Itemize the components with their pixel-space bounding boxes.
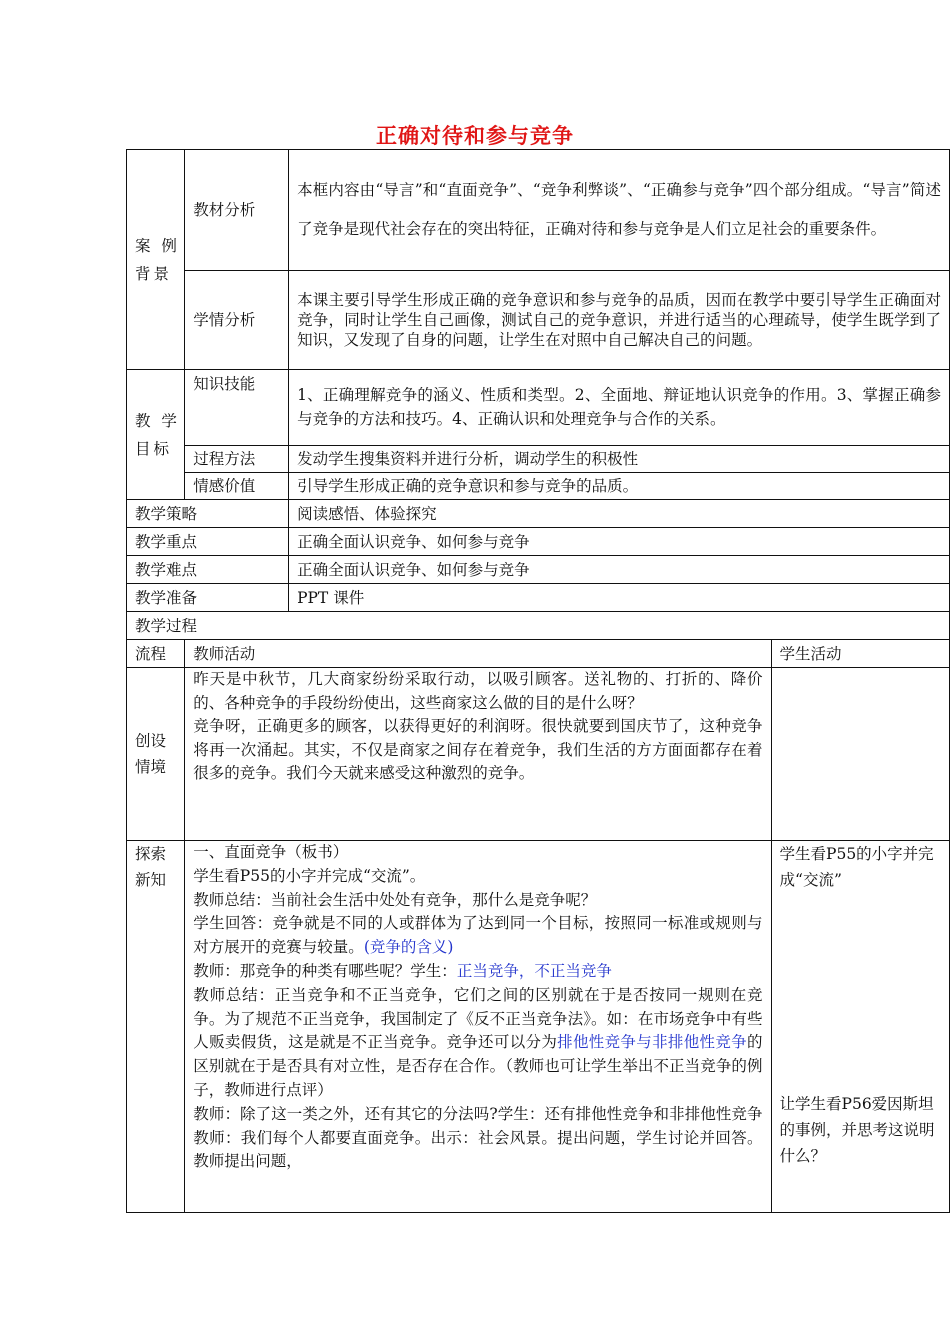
stage-create-situation-student bbox=[771, 668, 949, 841]
student-analysis-row bbox=[127, 271, 950, 370]
process-method-row bbox=[127, 446, 950, 473]
preparation-label: 教学准备 bbox=[127, 584, 289, 612]
process-method-label: 过程方法 bbox=[185, 446, 289, 473]
key-point-label: 教学重点 bbox=[127, 528, 289, 556]
emotion-value-label: 情感价值 bbox=[185, 473, 289, 500]
emotion-value-text: 引导学生形成正确的竞争意识和参与竞争的品质。 bbox=[289, 473, 950, 500]
process-title: 教学过程 bbox=[127, 612, 950, 640]
strategy-label: 教学策略 bbox=[127, 500, 289, 528]
stage-create-situation-row bbox=[127, 668, 950, 841]
strategy-value: 阅读感悟、体验探究 bbox=[289, 500, 950, 528]
stage-explore-teacher: 一、直面竞争（板书） 学生看P55的小字并完成“交流”。 教师总结：当前社会生活中处处有竞争，那什么是竞争呢？ 学生回答：竞争就是不同的人或群体为了达到同一个目标，按照同一标准或规则与对方展开的竞赛与较量。(竞争的含义) 教师：那竞争的种类有哪些呢？学生：正当竞争，不正当竞争 教师总结：正当竞争和不正当竞争，它们之间的区别就在于是否按同一规则在竞争。为了规范不正当竞争，我国制定了《反不正当竞争法》。如：在市场竞争中有些人贩卖假货，这是就是不正当竞争。竞争还可以分为排他性竞争与非排他性竞争的区别就在于是否具有对立性，是否存在合作。（教师也可让学生举出不正当竞争的例子，教师进行点评） 教师：除了这一类之外，还有其它的分法吗?学生：还有排他性竞争和非排他性竞争 教师：我们每个人都要直面竞争。出示：社会风景。提出问题，学生讨论并回答。教师提出问题， bbox=[185, 841, 771, 1213]
preparation-row bbox=[127, 584, 950, 612]
difficulty-value: 正确全面认识竞争、如何参与竞争 bbox=[289, 556, 950, 584]
competition-definition-note: (竞争的含义) bbox=[363, 938, 454, 957]
material-analysis-row bbox=[127, 150, 950, 271]
key-point-row bbox=[127, 528, 950, 556]
process-title-row bbox=[127, 612, 950, 640]
stage-create-situation-teacher: 昨天是中秋节，几大商家纷纷采取行动，以吸引顾客。送礼物的、打折的、降价的、各种竞争的手段纷纷使出，这些商家这么做的目的是什么呀？ 竞争呀，正确更多的顾客，以获得更好的利润呀。很快就要到国庆节了，这种竞争将再一次涌起。其实，不仅是商家之间存在着竞争，我们生活的方方面面都存在着很多的竞争。我们今天就来感受这种激烈的竞争。 bbox=[185, 668, 771, 841]
stage-create-situation-label: 创设 情境 bbox=[127, 668, 185, 841]
material-analysis-text: 本框内容由“导言”和“直面竞争”、“竞争利弊谈”、“正确参与竞争”四个部分组成。“导言”简述了竞争是现代社会存在的突出特征，正确对待和参与竞争是人们立足社会的重要条件。 bbox=[289, 150, 950, 271]
teaching-goals-label: 教 学 目标 bbox=[127, 370, 185, 500]
knowledge-row bbox=[127, 370, 950, 446]
material-analysis-label: 教材分析 bbox=[185, 150, 289, 271]
stage-explore-student: 学生看P55的小字并完成“交流” 让学生看P56爱因斯坦的事例，并思考这说明什么？ bbox=[771, 841, 949, 1213]
lesson-plan-table bbox=[126, 149, 950, 1213]
difficulty-label: 教学难点 bbox=[127, 556, 289, 584]
preparation-value: PPT 课件 bbox=[289, 584, 950, 612]
page-title: 正确对待和参与竞争 bbox=[376, 123, 574, 148]
flow-header: 流程 bbox=[127, 640, 185, 668]
strategy-row bbox=[127, 500, 950, 528]
case-background-label: 案 例 背景 bbox=[127, 150, 185, 370]
exclusive-competition-note: 排他性竞争与非排他性竞争 bbox=[557, 1033, 747, 1052]
student-activity-header: 学生活动 bbox=[771, 640, 949, 668]
key-point-value: 正确全面认识竞争、如何参与竞争 bbox=[289, 528, 950, 556]
student-analysis-text: 本课主要引导学生形成正确的竞争意识和参与竞争的品质，因而在教学中要引导学生正确面对竞争，同时让学生自己画像，测试自己的竞争意识，并进行适当的心理疏导，使学生既学到了知识，又发现了自身的问题，让学生在对照中自己解决自己的问题。 bbox=[289, 271, 950, 370]
student-analysis-label: 学情分析 bbox=[185, 271, 289, 370]
competition-types-answer: 正当竞争，不正当竞争 bbox=[456, 961, 612, 980]
emotion-value-row bbox=[127, 473, 950, 500]
difficulty-row bbox=[127, 556, 950, 584]
teacher-activity-header: 教师活动 bbox=[185, 640, 771, 668]
knowledge-label: 知识技能 bbox=[185, 370, 289, 446]
stage-explore-label: 探索 新知 bbox=[127, 841, 185, 1213]
process-method-text: 发动学生搜集资料并进行分析，调动学生的积极性 bbox=[289, 446, 950, 473]
stage-explore-row bbox=[127, 841, 950, 1213]
knowledge-text: 1、正确理解竞争的涵义、性质和类型。2、全面地、辩证地认识竞争的作用。3、掌握正确参与竞争的方法和技巧。4、正确认识和处理竞争与合作的关系。 bbox=[289, 370, 950, 446]
process-header-row bbox=[127, 640, 950, 668]
